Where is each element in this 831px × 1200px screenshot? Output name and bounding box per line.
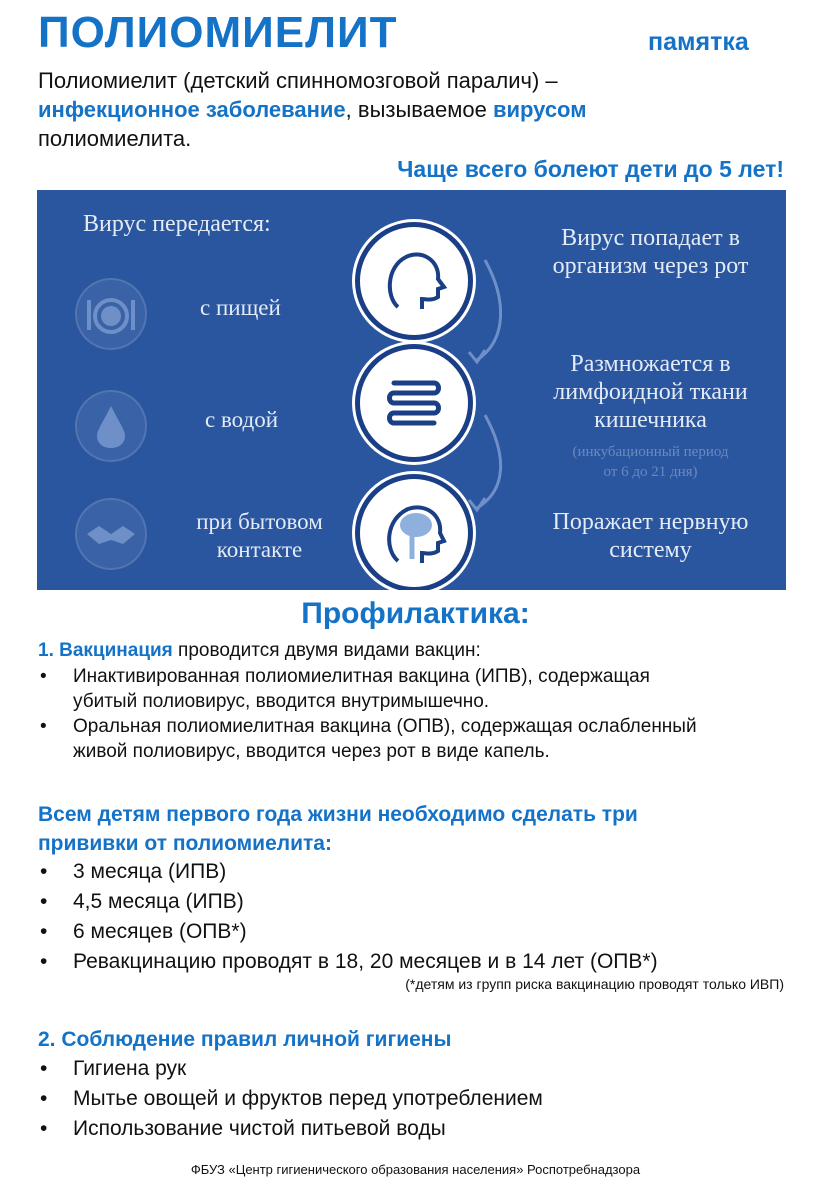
route-contact-label: [177, 508, 342, 564]
intro-paragraph: [38, 66, 798, 153]
transmission-title: Вирус передается:: [83, 211, 271, 237]
route-water-label: с водой: [205, 407, 279, 432]
schedule-heading-line1: Всем детям первого года жизни необходимо сделать три: [38, 803, 638, 826]
water-drop-icon: [75, 390, 147, 462]
stage-nervous-text: [515, 508, 786, 564]
intro-highlight-virus: вирусом: [492, 97, 587, 122]
vaccine-opv-line2: живой полиовирус, вводится через рот в виде капель.: [73, 741, 550, 762]
vaccine-opv-line1: Оральная полиомиелитная вакцина (ОПВ), содержащая ослабленный: [73, 716, 697, 737]
stage-nervous-line2: систему: [609, 537, 692, 563]
incubation-line2: от 6 до 21 дня): [603, 464, 698, 480]
intro-highlight-disease: инфекционное заболевание: [38, 97, 346, 122]
vaccination-text: проводится двумя видами вакцин:: [172, 640, 481, 661]
list-item: • Гигиена рук: [38, 1054, 798, 1084]
stage-entry-text: [515, 224, 786, 280]
stage-nervous-line1: Поражает нервную: [552, 509, 749, 535]
age-risk-note: Чаще всего болеют дети до 5 лет!: [397, 156, 784, 182]
schedule-heading-line2: прививки от полиомиелита:: [38, 832, 332, 855]
incubation-line1: (инкубационный период: [572, 444, 729, 460]
brain-head-icon: [355, 474, 473, 590]
route-contact-line2: контакте: [216, 537, 303, 562]
incubation-period-note: [515, 442, 786, 482]
vaccination-heading: 1. Вакцинация: [38, 640, 173, 661]
intestine-icon: [355, 344, 473, 462]
schedule-list: [38, 857, 798, 977]
stage-replication-line2: лимфоидной ткани: [553, 379, 748, 405]
route-food-label: с пищей: [200, 295, 281, 320]
vaccine-ipv-line1: Инактивированная полиомиелитная вакцина (ИПВ), содержащая: [73, 666, 650, 687]
list-item: [38, 664, 798, 714]
page-title: ПОЛИОМИЕЛИТ: [38, 8, 398, 57]
hygiene-list: [38, 1054, 798, 1144]
transmission-infographic: [37, 190, 786, 590]
handshake-icon: [75, 498, 147, 570]
stage-entry-line1: Вирус попадает в: [561, 225, 740, 251]
list-item: [38, 714, 798, 764]
hygiene-heading: 2. Соблюдение правил личной гигиены: [38, 1028, 452, 1051]
vaccine-ipv-line2: убитый полиовирус, вводится внутримышечно.: [73, 691, 490, 712]
prevention-title: Профилактика:: [301, 597, 530, 630]
footer-organization: ФБУЗ «Центр гигиенического образования населения» Роспотребнадзора: [190, 1162, 641, 1177]
list-item: • Использование чистой питьевой воды: [38, 1114, 798, 1144]
risk-group-footnote: (*детям из групп риска вакцинацию проводят только ИВП): [405, 976, 784, 992]
stage-replication-text: [515, 350, 786, 434]
stage-replication-line1: Размножается в: [570, 351, 731, 377]
stage-entry-line2: организм через рот: [552, 253, 749, 279]
schedule-heading: [38, 800, 638, 858]
list-item: • Ревакцинацию проводят в 18, 20 месяцев и в 14 лет (ОПВ*): [38, 947, 798, 977]
memo-label: памятка: [648, 28, 749, 56]
intro-text-3: полиомиелита.: [38, 126, 192, 151]
vaccine-list: [38, 664, 798, 764]
vaccination-line: [38, 638, 481, 663]
route-contact-line1: при бытовом: [196, 509, 323, 534]
list-item: • Мытье овощей и фруктов перед употреблением: [38, 1084, 798, 1114]
child-head-profile-icon: [355, 222, 473, 340]
list-item: • 6 месяцев (ОПВ*): [38, 917, 798, 947]
intro-text-1: Полиомиелит (детский спинномозговой паралич) –: [38, 68, 558, 93]
intro-text-2: , вызываемое: [345, 97, 487, 122]
list-item: • 4,5 месяца (ИПВ): [38, 887, 798, 917]
stage-replication-line3: кишечника: [594, 407, 707, 433]
list-item: • 3 месяца (ИПВ): [38, 857, 798, 887]
plate-cutlery-icon: [75, 278, 147, 350]
